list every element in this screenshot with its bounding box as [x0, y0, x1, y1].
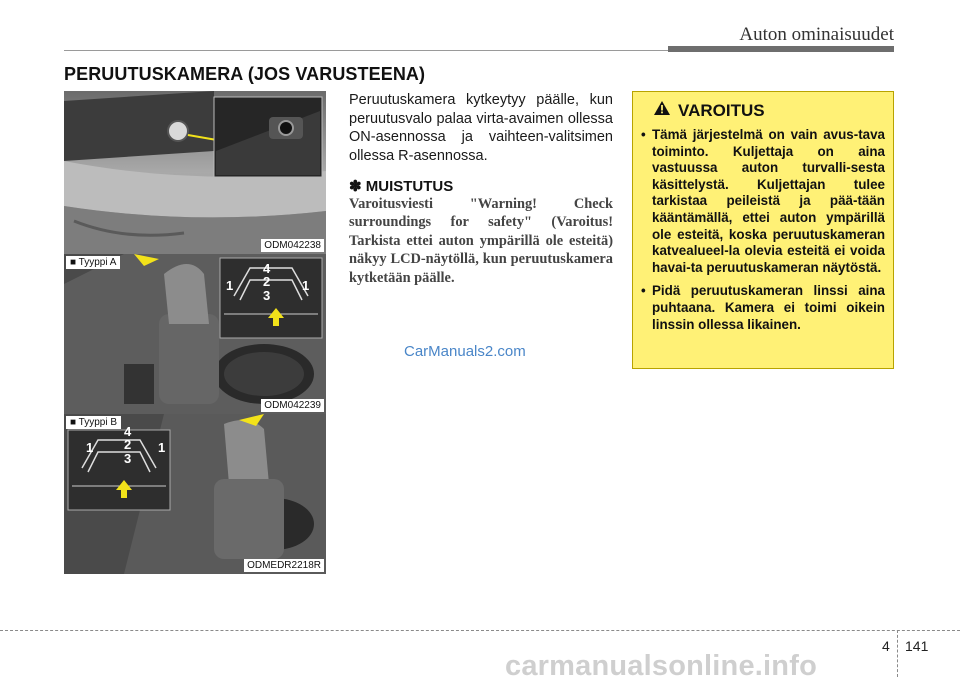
section-title: PERUUTUSKAMERA (JOS VARUSTEENA) [64, 64, 426, 84]
guide-number: 2 [124, 437, 132, 452]
guide-number: 3 [124, 451, 132, 466]
guide-number: 2 [263, 274, 271, 289]
note-text: Varoitusviesti "Warning! Check surroundings for safety" (Varoitus! Tarkista ettei auton ympärillä ole esteitä) näkyy LCD-näytöllä, kun peruutuskamera kytketään päälle. [349, 196, 613, 286]
header-rule-accent [668, 46, 894, 52]
rear-camera-photo [64, 91, 326, 254]
warning-triangle-icon [653, 100, 671, 121]
warning-box [632, 91, 894, 369]
image-code: ODM042239 [261, 399, 324, 412]
warning-item [641, 127, 885, 276]
watermark: CarManuals2.com [404, 343, 526, 360]
image-code: ODMEDR2218R [244, 559, 324, 572]
running-header: Auton ominaisuudet [739, 24, 894, 45]
type-label: ■ Tyyppi A [66, 256, 120, 269]
footer-site-watermark: carmanualsonline.info [505, 650, 817, 677]
guide-number: 3 [263, 288, 271, 303]
guide-number: 1 [226, 278, 234, 293]
body-paragraph: Peruutuskamera kytkeytyy päälle, kun peruutusvalo palaa virta-avaimen ollessa ON-asennossa ja vaihteen-valitsimen ollessa R-asennossa. [349, 92, 613, 164]
type-label: ■ Tyyppi B [66, 416, 121, 429]
warning-item [641, 283, 885, 333]
warning-header [641, 100, 885, 121]
type-b-photo [64, 414, 326, 574]
guide-number: 1 [302, 278, 310, 293]
header-rule [64, 50, 670, 51]
chapter-number: 4 [882, 638, 890, 654]
guide-number: 4 [263, 261, 271, 276]
guide-number: 4 [124, 424, 132, 439]
bullet: • [641, 283, 646, 299]
bullet: • [641, 127, 646, 142]
warning-title: VAROITUS [678, 100, 765, 120]
type-a-photo [64, 254, 326, 414]
footer-rule [0, 630, 960, 631]
guide-number: 1 [86, 440, 94, 455]
image-code: ODM042238 [261, 239, 324, 252]
warning-list [641, 127, 885, 333]
guide-number: 1 [158, 440, 166, 455]
page-number: 141 [905, 638, 929, 654]
warning-item-text: Tämä järjestelmä on vain avus-tava toiminto. Kuljettaja on aina vastuussa auton turvalli-sesta käsittelystä. Kuljettajan tulee tarkistaa peileistä ja pää-tään kääntämällä, ettei auton ympärillä ole esteitä, koska peruutuskameran katvealueel-la olevia esteitä ei voida havai-ta peruutuskameran näytöstä. [652, 127, 885, 275]
warning-item-text: Pidä peruutuskameran linssi aina puhtaana. Kamera ei toimi oikein linssin ollessa likainen. [652, 283, 885, 332]
footer-separator [897, 630, 898, 677]
note-heading: ✽ MUISTUTUS [349, 178, 454, 195]
